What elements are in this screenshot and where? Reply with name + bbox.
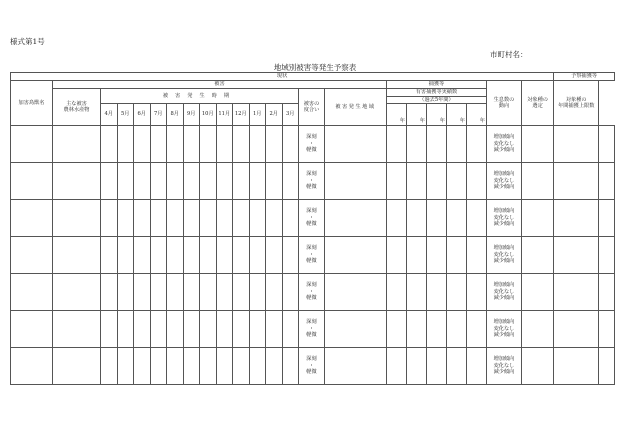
entry-cell[interactable] xyxy=(233,274,250,311)
entry-cell[interactable] xyxy=(599,311,615,348)
header-capture-record-period: （過去5年間） xyxy=(387,96,487,104)
entry-cell[interactable] xyxy=(150,237,167,274)
entry-cell[interactable] xyxy=(387,348,407,385)
entry-cell[interactable] xyxy=(167,274,184,311)
trend-option: 変化なし xyxy=(493,177,515,184)
entry-cell[interactable] xyxy=(249,200,266,237)
entry-cell[interactable] xyxy=(282,163,299,200)
entry-cell[interactable] xyxy=(150,311,167,348)
degree-option: 軽微 xyxy=(306,147,317,154)
table-row xyxy=(11,126,615,163)
entry-cell[interactable] xyxy=(216,200,233,237)
entry-cell[interactable] xyxy=(101,200,118,237)
entry-cell[interactable] xyxy=(266,237,283,274)
entry-cell[interactable] xyxy=(183,274,200,311)
table-row xyxy=(11,348,615,385)
trend-option: 減少傾向 xyxy=(493,221,515,228)
entry-cell[interactable] xyxy=(427,126,447,163)
month-header: 6月 xyxy=(134,104,151,126)
degree-option: ・ xyxy=(308,325,315,332)
population-trend-cell[interactable] xyxy=(487,163,522,200)
entry-cell[interactable] xyxy=(447,274,467,311)
entry-cell[interactable] xyxy=(216,237,233,274)
entry-cell[interactable] xyxy=(200,274,217,311)
entry-cell[interactable] xyxy=(183,126,200,163)
entry-cell[interactable] xyxy=(249,311,266,348)
trend-option: 増加傾向 xyxy=(493,245,515,252)
entry-cell[interactable] xyxy=(101,126,118,163)
entry-cell[interactable] xyxy=(554,126,599,163)
entry-cell[interactable] xyxy=(325,311,387,348)
trend-option: 減少傾向 xyxy=(493,184,515,191)
trend-option: 増加傾向 xyxy=(493,171,515,178)
entry-cell[interactable] xyxy=(53,274,101,311)
table-body xyxy=(11,126,615,385)
entry-cell[interactable] xyxy=(183,200,200,237)
entry-cell[interactable] xyxy=(325,237,387,274)
entry-cell[interactable] xyxy=(216,311,233,348)
entry-cell[interactable] xyxy=(447,126,467,163)
entry-cell[interactable] xyxy=(183,311,200,348)
entry-cell[interactable] xyxy=(407,311,427,348)
year-header: 年 xyxy=(467,104,487,126)
entry-cell[interactable] xyxy=(134,348,151,385)
entry-cell[interactable] xyxy=(117,126,134,163)
entry-cell[interactable] xyxy=(167,311,184,348)
entry-cell[interactable] xyxy=(407,163,427,200)
entry-cell[interactable] xyxy=(101,163,118,200)
damage-degree-cell[interactable] xyxy=(299,163,325,200)
trend-option: 増加傾向 xyxy=(493,134,515,141)
entry-cell[interactable] xyxy=(407,348,427,385)
header-damage-area: 被害発生地域 xyxy=(325,89,387,126)
entry-cell[interactable] xyxy=(522,348,554,385)
entry-cell[interactable] xyxy=(150,200,167,237)
header-species-selection: 対象種の 選定 xyxy=(522,81,554,126)
entry-cell[interactable] xyxy=(282,274,299,311)
entry-cell[interactable] xyxy=(53,200,101,237)
entry-cell[interactable] xyxy=(325,163,387,200)
entry-cell[interactable] xyxy=(134,126,151,163)
form-number: 様式第1号 xyxy=(10,37,45,46)
header-capture: 捕獲等 xyxy=(387,81,487,89)
entry-cell[interactable] xyxy=(266,348,283,385)
header-population-trend: 生息数の 動向 xyxy=(487,81,522,126)
entry-cell[interactable] xyxy=(467,311,487,348)
entry-cell[interactable] xyxy=(447,348,467,385)
entry-cell[interactable] xyxy=(167,126,184,163)
entry-cell[interactable] xyxy=(167,163,184,200)
table-row xyxy=(11,200,615,237)
degree-option: ・ xyxy=(308,251,315,258)
month-header: 3月 xyxy=(282,104,299,126)
degree-option: 軽微 xyxy=(306,369,317,376)
entry-cell[interactable] xyxy=(216,163,233,200)
table-row xyxy=(11,237,615,274)
year-header: 年 xyxy=(427,104,447,126)
entry-cell[interactable] xyxy=(101,274,118,311)
table-row xyxy=(11,311,615,348)
entry-cell[interactable] xyxy=(117,237,134,274)
entry-cell[interactable] xyxy=(200,237,217,274)
entry-cell[interactable] xyxy=(387,274,407,311)
entry-cell[interactable] xyxy=(427,311,447,348)
trend-option: 増加傾向 xyxy=(493,356,515,363)
entry-cell[interactable] xyxy=(150,126,167,163)
entry-cell[interactable] xyxy=(53,163,101,200)
entry-cell[interactable] xyxy=(134,200,151,237)
entry-cell[interactable] xyxy=(183,348,200,385)
degree-option: 深刻 xyxy=(306,282,317,289)
municipality-label: 市町村名： xyxy=(490,50,528,59)
entry-cell[interactable] xyxy=(11,126,53,163)
entry-cell[interactable] xyxy=(266,274,283,311)
trend-option: 変化なし xyxy=(493,325,515,332)
entry-cell[interactable] xyxy=(467,274,487,311)
degree-option: 軽微 xyxy=(306,184,317,191)
forecast-table xyxy=(10,72,615,385)
trend-option: 増加傾向 xyxy=(493,319,515,326)
entry-cell[interactable] xyxy=(11,348,53,385)
entry-cell[interactable] xyxy=(467,126,487,163)
degree-option: 軽微 xyxy=(306,332,317,339)
degree-option: 軽微 xyxy=(306,221,317,228)
entry-cell[interactable] xyxy=(249,126,266,163)
entry-cell[interactable] xyxy=(522,200,554,237)
entry-cell[interactable] xyxy=(387,311,407,348)
damage-degree-cell[interactable] xyxy=(299,274,325,311)
entry-cell[interactable] xyxy=(325,200,387,237)
trend-option: 変化なし xyxy=(493,251,515,258)
entry-cell[interactable] xyxy=(387,126,407,163)
entry-cell[interactable] xyxy=(554,311,599,348)
entry-cell[interactable] xyxy=(167,237,184,274)
entry-cell[interactable] xyxy=(200,200,217,237)
entry-cell[interactable] xyxy=(216,348,233,385)
header-animal-name: 加害鳥獣名 xyxy=(11,81,53,126)
entry-cell[interactable] xyxy=(101,348,118,385)
entry-cell[interactable] xyxy=(522,163,554,200)
entry-cell[interactable] xyxy=(11,311,53,348)
entry-cell[interactable] xyxy=(554,200,599,237)
degree-option: 軽微 xyxy=(306,295,317,302)
month-header: 5月 xyxy=(117,104,134,126)
header-damage-period: 被害発生時期 xyxy=(101,89,299,104)
entry-cell[interactable] xyxy=(599,348,615,385)
degree-option: 深刻 xyxy=(306,171,317,178)
header-capture-record: 有害捕獲等実績数 xyxy=(387,89,487,97)
entry-cell[interactable] xyxy=(427,274,447,311)
trend-option: 変化なし xyxy=(493,140,515,147)
entry-cell[interactable] xyxy=(427,237,447,274)
header-main-crops: 主な被害 農林水産物 xyxy=(53,89,101,126)
month-header: 1月 xyxy=(249,104,266,126)
entry-cell[interactable] xyxy=(599,126,615,163)
trend-option: 変化なし xyxy=(493,214,515,221)
entry-cell[interactable] xyxy=(134,237,151,274)
entry-cell[interactable] xyxy=(117,200,134,237)
entry-cell[interactable] xyxy=(599,200,615,237)
degree-option: 軽微 xyxy=(306,258,317,265)
entry-cell[interactable] xyxy=(249,163,266,200)
entry-cell[interactable] xyxy=(266,311,283,348)
entry-cell[interactable] xyxy=(407,274,427,311)
entry-cell[interactable] xyxy=(150,274,167,311)
population-trend-cell[interactable] xyxy=(487,348,522,385)
entry-cell[interactable] xyxy=(117,311,134,348)
population-trend-cell[interactable] xyxy=(487,237,522,274)
damage-degree-cell[interactable] xyxy=(299,126,325,163)
year-header: 年 xyxy=(447,104,467,126)
entry-cell[interactable] xyxy=(266,126,283,163)
entry-cell[interactable] xyxy=(407,126,427,163)
entry-cell[interactable] xyxy=(282,348,299,385)
entry-cell[interactable] xyxy=(233,200,250,237)
entry-cell[interactable] xyxy=(53,311,101,348)
entry-cell[interactable] xyxy=(325,126,387,163)
entry-cell[interactable] xyxy=(387,237,407,274)
degree-option: 深刻 xyxy=(306,245,317,252)
entry-cell[interactable] xyxy=(447,200,467,237)
damage-degree-cell[interactable] xyxy=(299,348,325,385)
entry-cell[interactable] xyxy=(407,200,427,237)
population-trend-cell[interactable] xyxy=(487,311,522,348)
entry-cell[interactable] xyxy=(117,274,134,311)
degree-option: ・ xyxy=(308,214,315,221)
entry-cell[interactable] xyxy=(522,311,554,348)
degree-option: 深刻 xyxy=(306,356,317,363)
entry-cell[interactable] xyxy=(233,237,250,274)
entry-cell[interactable] xyxy=(599,274,615,311)
entry-cell[interactable] xyxy=(216,126,233,163)
degree-option: ・ xyxy=(308,140,315,147)
entry-cell[interactable] xyxy=(282,126,299,163)
entry-cell[interactable] xyxy=(134,311,151,348)
entry-cell[interactable] xyxy=(233,163,250,200)
entry-cell[interactable] xyxy=(554,163,599,200)
month-header: 8月 xyxy=(167,104,184,126)
table-row xyxy=(11,163,615,200)
entry-cell[interactable] xyxy=(554,348,599,385)
trend-option: 減少傾向 xyxy=(493,147,515,154)
population-trend-cell[interactable] xyxy=(487,126,522,163)
entry-cell[interactable] xyxy=(266,200,283,237)
entry-cell[interactable] xyxy=(447,237,467,274)
entry-cell[interactable] xyxy=(200,126,217,163)
entry-cell[interactable] xyxy=(167,348,184,385)
entry-cell[interactable] xyxy=(554,237,599,274)
entry-cell[interactable] xyxy=(467,237,487,274)
entry-cell[interactable] xyxy=(249,237,266,274)
population-trend-cell[interactable] xyxy=(487,200,522,237)
entry-cell[interactable] xyxy=(427,163,447,200)
entry-cell[interactable] xyxy=(167,200,184,237)
entry-cell[interactable] xyxy=(53,126,101,163)
trend-option: 減少傾向 xyxy=(493,295,515,302)
entry-cell[interactable] xyxy=(11,200,53,237)
entry-cell[interactable] xyxy=(150,163,167,200)
entry-cell[interactable] xyxy=(427,200,447,237)
month-header: 11月 xyxy=(216,104,233,126)
header-current: 現状 xyxy=(11,73,554,81)
month-header: 10月 xyxy=(200,104,217,126)
entry-cell[interactable] xyxy=(101,237,118,274)
entry-cell[interactable] xyxy=(522,126,554,163)
month-header: 9月 xyxy=(183,104,200,126)
entry-cell[interactable] xyxy=(467,348,487,385)
entry-cell[interactable] xyxy=(117,163,134,200)
trend-option: 減少傾向 xyxy=(493,332,515,339)
entry-cell[interactable] xyxy=(233,126,250,163)
entry-cell[interactable] xyxy=(282,200,299,237)
year-header: 年 xyxy=(407,104,427,126)
entry-cell[interactable] xyxy=(266,163,283,200)
form-title: 地域別被害等発生予察表 xyxy=(273,63,357,72)
month-header: 7月 xyxy=(150,104,167,126)
entry-cell[interactable] xyxy=(522,237,554,274)
entry-cell[interactable] xyxy=(249,274,266,311)
month-header: 12月 xyxy=(233,104,250,126)
entry-cell[interactable] xyxy=(11,163,53,200)
entry-cell[interactable] xyxy=(249,348,266,385)
entry-cell[interactable] xyxy=(325,348,387,385)
entry-cell[interactable] xyxy=(447,163,467,200)
entry-cell[interactable] xyxy=(554,274,599,311)
entry-cell[interactable] xyxy=(11,274,53,311)
entry-cell[interactable] xyxy=(447,311,467,348)
entry-cell[interactable] xyxy=(117,348,134,385)
entry-cell[interactable] xyxy=(282,311,299,348)
month-header: 2月 xyxy=(266,104,283,126)
entry-cell[interactable] xyxy=(282,237,299,274)
damage-degree-cell[interactable] xyxy=(299,311,325,348)
entry-cell[interactable] xyxy=(233,311,250,348)
entry-cell[interactable] xyxy=(134,163,151,200)
entry-cell[interactable] xyxy=(387,200,407,237)
entry-cell[interactable] xyxy=(200,348,217,385)
entry-cell[interactable] xyxy=(233,348,250,385)
entry-cell[interactable] xyxy=(427,348,447,385)
entry-cell[interactable] xyxy=(53,237,101,274)
entry-cell[interactable] xyxy=(200,163,217,200)
degree-option: 深刻 xyxy=(306,134,317,141)
header-damage: 被害 xyxy=(53,81,387,89)
population-trend-cell[interactable] xyxy=(487,274,522,311)
trend-option: 増加傾向 xyxy=(493,282,515,289)
degree-option: ・ xyxy=(308,177,315,184)
table-row xyxy=(11,274,615,311)
year-header: 年 xyxy=(387,104,407,126)
entry-cell[interactable] xyxy=(200,311,217,348)
entry-cell[interactable] xyxy=(325,274,387,311)
entry-cell[interactable] xyxy=(101,311,118,348)
entry-cell[interactable] xyxy=(183,163,200,200)
entry-cell[interactable] xyxy=(467,200,487,237)
entry-cell[interactable] xyxy=(467,163,487,200)
header-damage-degree: 被害の 度合い xyxy=(299,89,325,126)
degree-option: ・ xyxy=(308,362,315,369)
month-header: 4月 xyxy=(101,104,118,126)
degree-option: 深刻 xyxy=(306,319,317,326)
entry-cell[interactable] xyxy=(150,348,167,385)
trend-option: 増加傾向 xyxy=(493,208,515,215)
trend-option: 変化なし xyxy=(493,288,515,295)
entry-cell[interactable] xyxy=(216,274,233,311)
header-annual-limit: 対象種の 年間捕獲上限数 xyxy=(554,81,599,126)
entry-cell[interactable] xyxy=(599,163,615,200)
entry-cell[interactable] xyxy=(183,237,200,274)
trend-option: 変化なし xyxy=(493,362,515,369)
table-header xyxy=(11,73,615,126)
entry-cell[interactable] xyxy=(134,274,151,311)
header-forecast: 予察捕獲等 xyxy=(554,73,615,81)
trend-option: 減少傾向 xyxy=(493,258,515,265)
damage-degree-cell[interactable] xyxy=(299,200,325,237)
degree-option: ・ xyxy=(308,288,315,295)
entry-cell[interactable] xyxy=(387,163,407,200)
trend-option: 減少傾向 xyxy=(493,369,515,376)
degree-option: 深刻 xyxy=(306,208,317,215)
entry-cell[interactable] xyxy=(522,274,554,311)
damage-degree-cell[interactable] xyxy=(299,237,325,274)
entry-cell[interactable] xyxy=(11,237,53,274)
entry-cell[interactable] xyxy=(53,348,101,385)
entry-cell[interactable] xyxy=(599,237,615,274)
entry-cell[interactable] xyxy=(407,237,427,274)
